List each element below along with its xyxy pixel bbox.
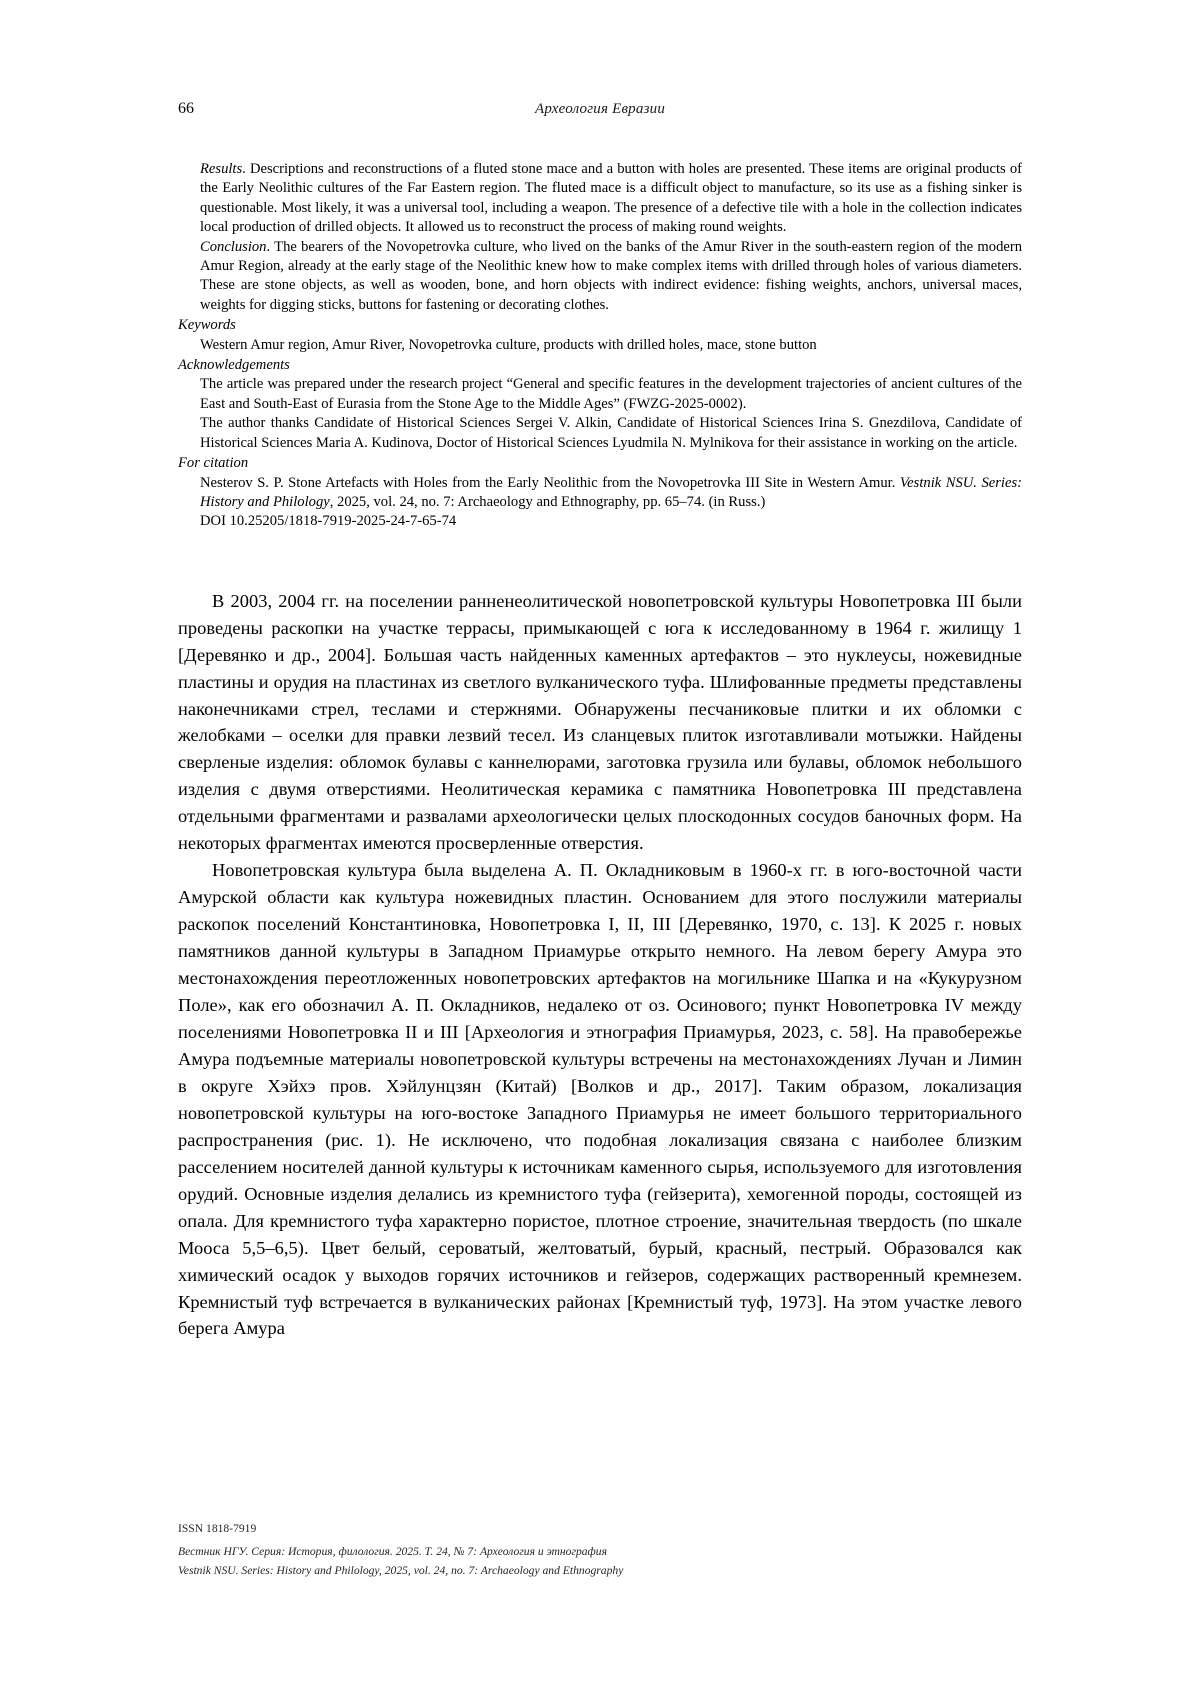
keywords-text: Western Amur region, Amur River, Novopetrovka culture, products with drilled holes, mace, stone button — [200, 336, 817, 353]
for-citation-label: For citation — [178, 455, 249, 472]
citation-line-2: , 2025, vol. 24, no. 7: Archaeology and Ethnography, pp. 65–74. (in Russ.) — [329, 493, 766, 510]
acknowledgements-text-1: The article was prepared under the research project “General and specific features in the development trajectories of ancient cultures of the East and South-East of Eurasia from the Stone Age to the Middle Ages” (FWZG-2025-0002). — [200, 376, 1022, 412]
conclusion-paragraph — [178, 238, 1022, 316]
page-content — [178, 100, 1022, 1342]
page-number: 66 — [178, 100, 194, 117]
footer-journal-en: Vestnik NSU. Series: History and Philology, 2025, vol. 24, no. 7: Archaeology and Ethnography — [178, 1563, 624, 1577]
citation-journal: Vestnik NSU. Series: History and Philology — [200, 474, 1022, 510]
citation-text — [178, 474, 1022, 513]
results-paragraph — [178, 160, 1022, 238]
footer-issn: ISSN 1818-7919 — [178, 1522, 257, 1535]
conclusion-text: . The bearers of the Novopetrovka culture, who lived on the banks of the Amur River in the south-eastern region of the modern Amur Region, already at the early stage of the Neolithic knew how to make complex items with drilled through holes of various diameters. These are stone objects, as well as wooden, bone, and horn objects with indirect evidence: fishing weights, anchors, universal maces, weights for digging sticks, buttons for fastening or decorating clothes. — [200, 238, 1022, 313]
running-head — [178, 100, 1022, 118]
results-label: Results — [200, 161, 243, 177]
keywords-label: Keywords — [178, 317, 236, 334]
running-head-journal-title: Археология Евразии — [534, 101, 666, 117]
conclusion-label: Conclusion — [200, 238, 267, 255]
citation-doi: DOI 10.25205/1818-7919-2025-24-7-65-74 — [200, 513, 457, 530]
body-paragraph-2: Новопетровская культура была выделена А. П. Окладниковым в 1960-х гг. в юго-восточной части Амурской области как культура ножевидных пластин. Основанием для этого послужили материалы раскопок поселений Константиновка, Новопетровка I, II, III [Деревянко, 1970, с. 13]. К 2025 г. новых памятников данной культуры в Западном Приамурье открыто немного. На левом берегу Амура это местонахождения переотложенных новопетровских артефактов на могильнике Шапка и на «Кукурузном Поле», как его обозначил А. П. Окладников, недалеко от оз. Осинового; пункт Новопетровка IV между поселениями Новопетровка II и III [Археология и этнография Приамурья, 2023, с. 58]. На правобережье Амура подъемные материалы новопетровской культуры встречены на местонахождениях Лучан и Лимин в округе Хэйхэ пров. Хэйлунцзян (Китай) [Волков и др., 2017]. Таким образом, локализация новопетровской культуры на юго-востоке Западного Приамурья не имеет большого территориального распространения (рис. 1). Не исключено, что подобная локализация связана с наиболее близким расселением носителей данной культуры к источникам каменного сырья, используемого для изготовления орудий. Основные изделия делались из кремнистого туфа (гейзерита), хемогенной породы, состоящей из опала. Для кремнистого туфа характерно пористое, плотное строение, значительная твердость (по шкале Мооса 5,5–6,5). Цвет белый, сероватый, желтоватый, бурый, красный, пестрый. Образовался как химический осадок у выходов горячих источников и гейзеров, содержащих растворенный кремнезем. Кремнистый туф встречается в вулканических районах [Кремнистый туф, 1973]. На этом участке левого берега Амура — [178, 860, 1022, 1339]
abstract-block — [178, 160, 1022, 532]
article-body — [178, 588, 1022, 1343]
body-paragraph-1: В 2003, 2004 гг. на поселении ранненеолитической новопетровской культуры Новопетровка III были проведены раскопки на участке террасы, примыкающей с юга к исследованному в 1964 г. жилищу 1 [Деревянко и др., 2004]. Большая часть найденных каменных артефактов – это нуклеусы, ножевидные пластины и орудия на пластинах из светлого вулканического туфа. Шлифованные предметы представлены наконечниками стрел, теслами и стержнями. Обнаружены песчаниковые плитки и их обломки с желобками – оселки для правки лезвий тесел. Из сланцевых плиток изготавливали мотыжки. Найдены сверленые изделия: обломок булавы с каннелюрами, заготовка грузила или булавы, обломок небольшого изделия с двумя отверстиями. Неолитическая керамика с памятника Новопетровка III представлена отдельными фрагментами и развалами археологически целых плоскодонных сосудов баночных форм. На некоторых фрагментах имеются просверленные отверстия. — [178, 590, 1022, 854]
acknowledgements-text-2: The author thanks Candidate of Historical Sciences Sergei V. Alkin, Candidate of Historical Sciences Irina S. Gnezdilova, Candidate of Historical Sciences Maria A. Kudinova, Doctor of Historical Sciences Lyudmila N. Mylnikova for their assistance in working on the article. — [200, 415, 1022, 451]
acknowledgements-label: Acknowledgements — [178, 357, 290, 374]
footer-journal-ru: Вестник НГУ. Серия: История, филология. 2025. Т. 24, № 7: Археология и этнография — [178, 1544, 607, 1558]
citation-line-1: Nesterov S. P. Stone Artefacts with Holes from the Early Neolithic from the Novopetrovka III Site in Western Amur. — [200, 474, 896, 491]
page-footer — [178, 1520, 1022, 1580]
results-text: . Descriptions and reconstructions of a fluted stone mace and a button with holes are presented. These items are original products of the Early Neolithic cultures of the Far Eastern region. The fluted mace is a difficult object to manufacture, so its use as a fishing sinker is questionable. Most likely, it was a universal tool, including a weapon. The presence of a defective tile with a hole in the collection indicates local production of drilled objects. It allowed us to reconstruct the process of making round weights. — [200, 161, 1022, 236]
